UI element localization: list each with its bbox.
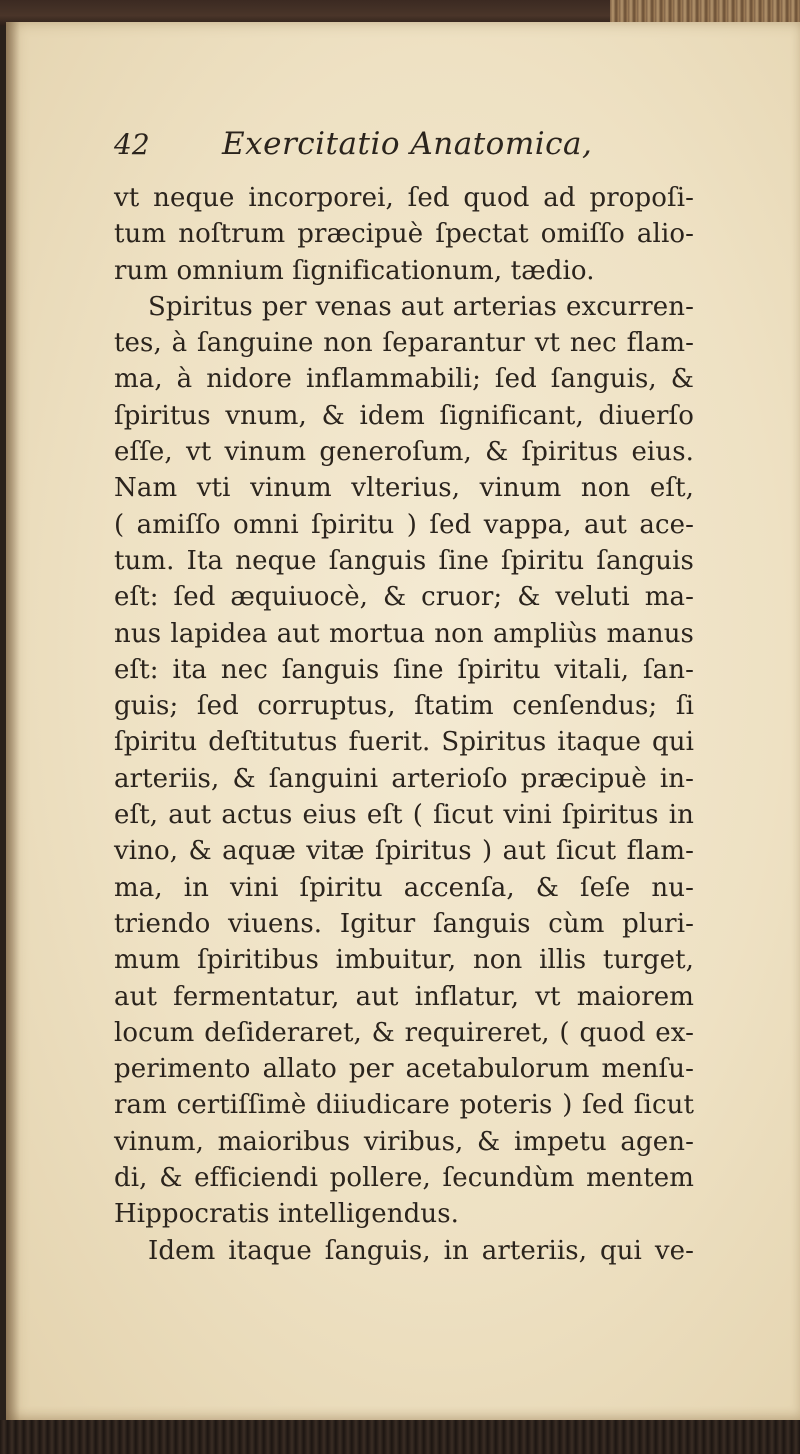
- text-line: ma, in vini ſpiritu accenſa, & ſeſe nu-: [114, 872, 694, 903]
- text-line: ram certiſſimè diiudicare poteris ) ſed ſicut: [114, 1090, 694, 1121]
- text-line: di, & efficiendi pollere, ſecundùm mentem: [114, 1163, 694, 1194]
- text-line: arteriis, & ſanguini arterioſo præcipuè in-: [114, 763, 694, 794]
- text-line: nus lapidea aut mortua non ampliùs manus: [114, 618, 694, 649]
- text-line: ma, à nidore inflammabili; ſed ſanguis, &: [114, 364, 694, 395]
- text-block: [114, 122, 694, 1269]
- text-line: vino, & aquæ vitæ ſpiritus ) aut ſicut flam-: [114, 836, 694, 867]
- text-line: tes, à ſanguine non ſeparantur vt nec flam-: [114, 328, 694, 359]
- page-header: [114, 122, 694, 168]
- text-line: Hippocratis intelligendus.: [114, 1199, 460, 1230]
- text-line: Idem itaque ſanguis, in arteriis, qui ve-: [148, 1235, 694, 1266]
- text-line: mum ſpiritibus imbuitur, non illis turget,: [114, 945, 694, 976]
- text-line: Spiritus per venas aut arterias excurren-: [148, 291, 694, 322]
- running-head: Exercitatio Anatomica,: [222, 126, 593, 162]
- text-line: eſt, aut actus eius eſt ( ſicut vini ſpiritus in: [114, 800, 694, 831]
- text-line: eſſe, vt vinum generoſum, & ſpiritus eius.: [114, 437, 694, 468]
- text-line: vinum, maioribus viribus, & impetu agen-: [114, 1126, 694, 1157]
- text-line: locum deſideraret, & requireret, ( quod ex-: [114, 1017, 694, 1048]
- text-line: vt neque incorporei, ſed quod ad propoſi-: [114, 183, 694, 213]
- text-line: perimento allato per acetabulorum menſu-: [114, 1054, 694, 1085]
- body-text: [114, 180, 694, 1269]
- page-sheet: [6, 22, 800, 1422]
- text-line: guis; ſed corruptus, ſtatim cenſendus; ſi: [114, 691, 694, 722]
- book-bottom-edge: [0, 1420, 800, 1454]
- text-line: aut fermentatur, aut inflatur, vt maiorem: [114, 981, 694, 1012]
- text-line: eſt: ſed æquiuocè, & cruor; & veluti ma-: [114, 582, 694, 613]
- text-line: eſt: ita nec ſanguis ſine ſpiritu vitali, ſan-: [114, 654, 694, 685]
- text-line: ſpiritu deſtitutus fuerit. Spiritus itaque qui: [114, 727, 694, 758]
- text-line: tum noſtrum præcipuè ſpectat omiſſo alio-: [114, 219, 694, 250]
- text-line: rum omnium ſignificationum, tædio.: [114, 255, 595, 286]
- text-line: Nam vti vinum vlterius, vinum non eſt,: [114, 473, 694, 504]
- text-line: ſpiritus vnum, & idem ſignificant, diuerſo: [114, 400, 694, 431]
- text-line: ( amiſſo omni ſpiritu ) ſed vappa, aut ace-: [114, 509, 694, 540]
- text-line: triendo viuens. Igitur ſanguis cùm pluri-: [114, 908, 694, 939]
- page-number: 42: [114, 128, 150, 161]
- text-line: tum. Ita neque ſanguis ſine ſpiritu ſanguis: [114, 545, 694, 576]
